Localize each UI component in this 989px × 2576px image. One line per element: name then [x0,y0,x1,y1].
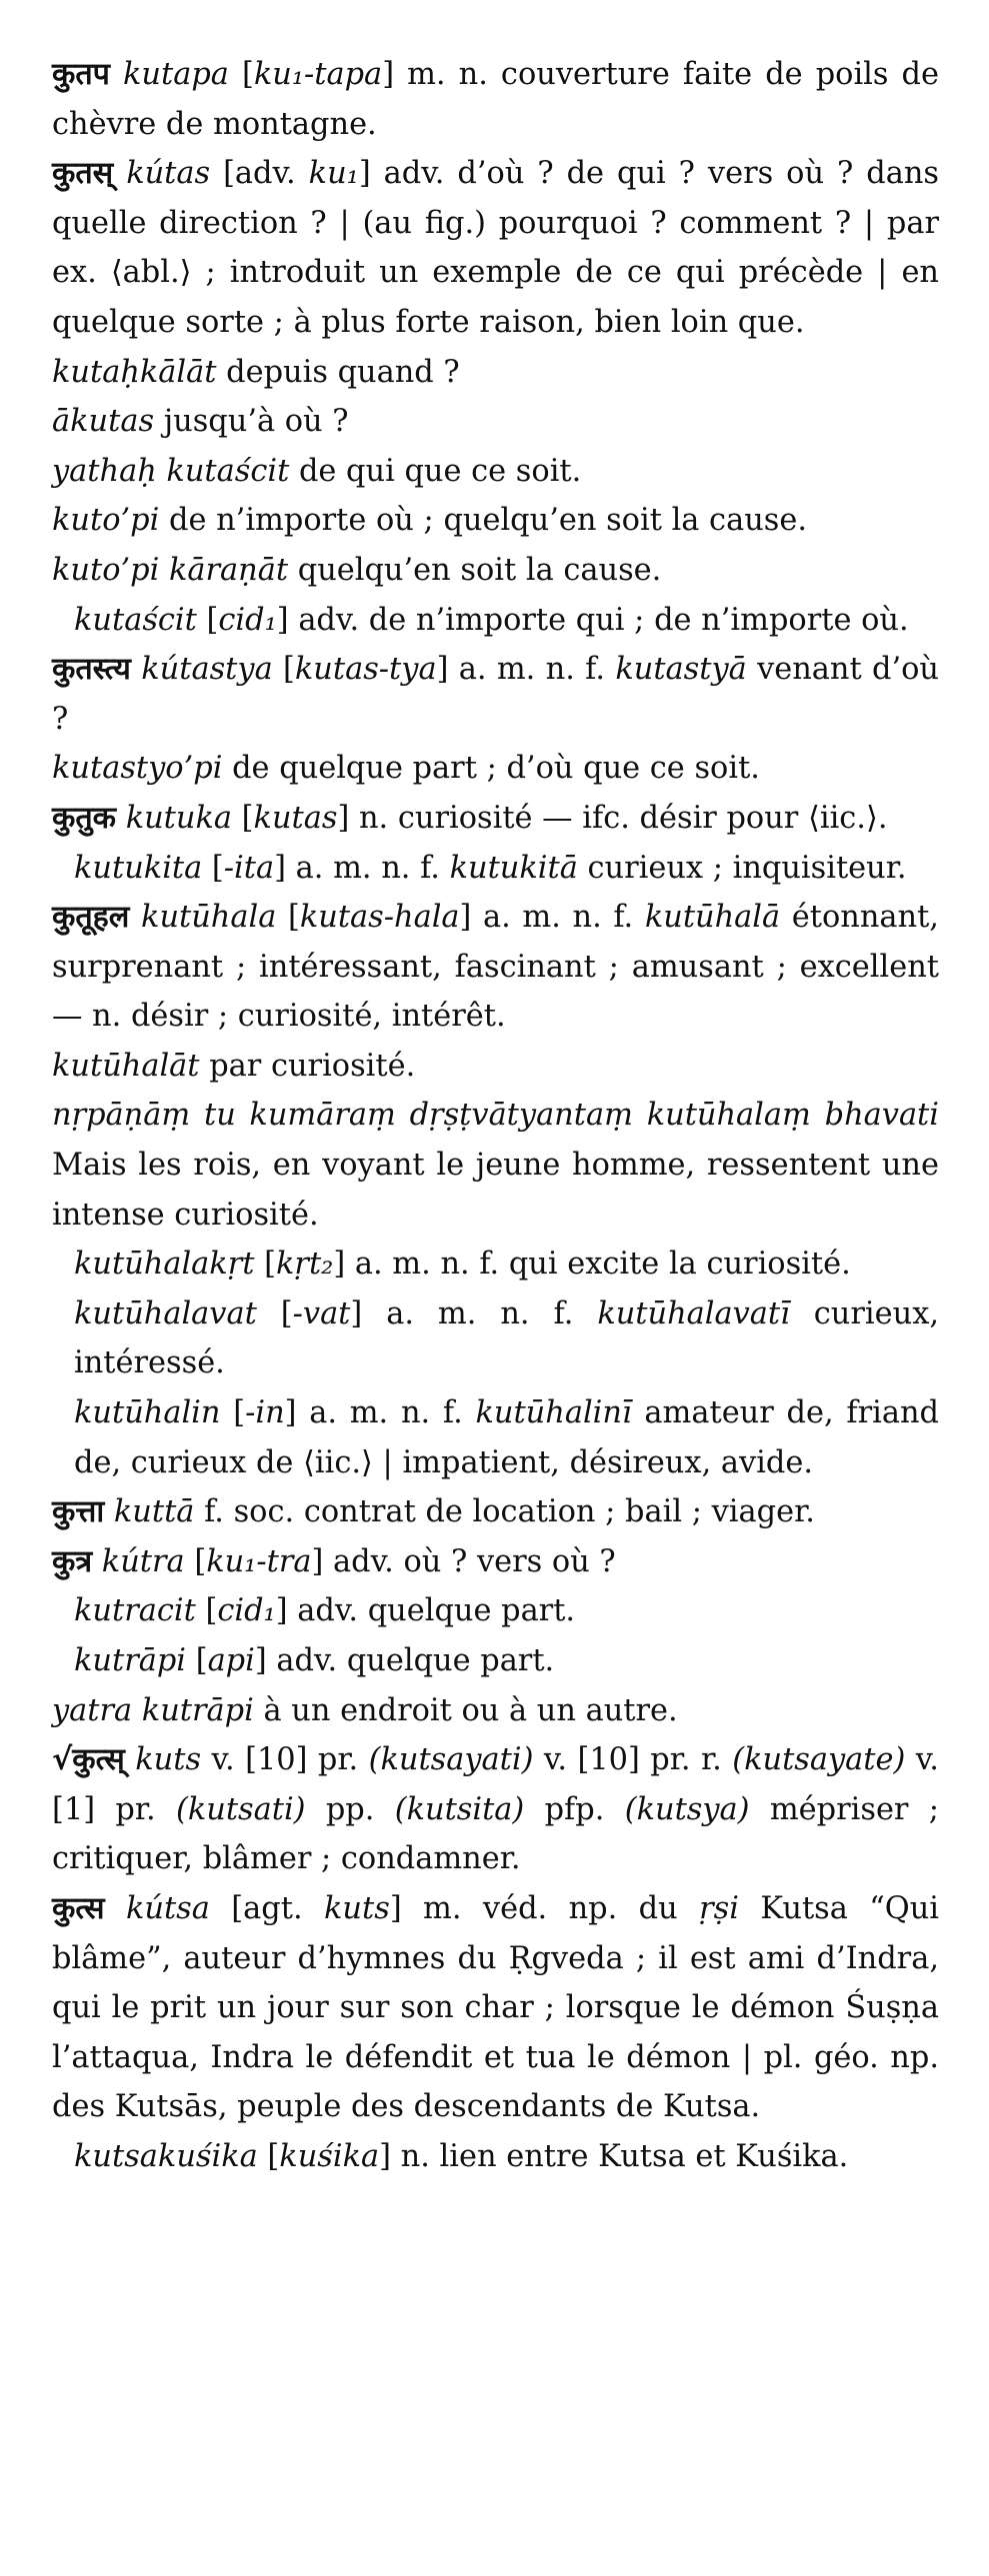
entry-text: ] a. m. n. f. [436,652,616,688]
headword-devanagari: कुतस् [52,156,114,192]
dictionary-entry [52,1091,939,1240]
entry-text: étonnant, surprenant ; intéressant, fascinant ; amusant ; excellent — n. désir ; curiosité, intérêt. [52,900,939,1035]
italic-term: kuśika [279,2138,380,2174]
entry-text: [ [276,900,300,936]
dictionary-entry [52,1042,939,1092]
headword-devanagari: कुतस्त्य [52,652,131,688]
entry-text: v. [1] pr. [52,1742,939,1827]
italic-term: kuttā [113,1494,195,1530]
entry-text [116,801,126,836]
dictionary-entry [52,645,939,744]
italic-term: ku₁-tapa [253,57,383,92]
italic-term: -in [245,1395,285,1431]
sub-entry [52,844,939,894]
entry-text: par curiosité. [199,1048,416,1084]
entry-text: [ [272,652,295,688]
entry-text: depuis quand ? [216,354,460,390]
entry-text: [ [232,800,254,836]
italic-term: kútsa [125,1890,210,1926]
dictionary-entry [52,1884,939,2132]
italic-term: kútastya [141,652,273,688]
entry-text: ] adv. quelque part. [275,1593,576,1629]
entry-text [125,1742,135,1777]
entry-text: [ [256,1295,293,1331]
dictionary-entry [52,1537,939,1587]
sub-entry [52,1586,939,1636]
entry-text [92,1544,102,1579]
entry-text: amateur de, friand de, curieux de ⟨iic.⟩ | impatient, désireux, avide. [74,1395,939,1480]
italic-term: kutukita [74,850,203,886]
italic-term: kuto’pi kāraṇāt [52,552,289,588]
italic-term: -ita [223,850,275,886]
sub-entry [52,1636,939,1686]
italic-term: ākutas [52,404,155,440]
dictionary-entry [52,794,939,844]
entry-text: [ [257,2138,280,2174]
italic-term: kutūhalā [644,900,781,936]
entry-text: de quelque part ; d’où que ce soit. [222,751,760,787]
entry-text: v. [10] pr. [201,1742,369,1778]
entry-text: ] a. m. n. f. [350,1295,598,1331]
italic-term: kutukitā [449,850,578,886]
sub-entry [52,596,939,646]
italic-term: kútra [101,1543,185,1579]
italic-term: yathaḥ kutaścit [52,453,290,489]
italic-term: (kutsati) [175,1791,306,1827]
dictionary-entry [52,893,939,1042]
italic-term: kutaḥkālāt [52,354,217,390]
italic-term: kutastyo’pi [52,751,223,787]
italic-term: ṛṣi [699,1890,739,1926]
headword-devanagari: कुतुक [52,800,117,836]
entry-text: [ [186,1643,208,1678]
entry-text: quelqu’en soit la cause. [288,552,662,588]
headword-devanagari: कुतप [52,57,110,92]
dictionary-entry [52,447,939,497]
entry-text: de qui que ce soit. [289,453,582,489]
italic-term: (kutsayate) [732,1742,906,1778]
entry-text: ] adv. où ? vers où ? [311,1543,616,1579]
italic-term: kuts [135,1742,202,1778]
italic-term: kutūhalin [74,1395,221,1431]
sub-entry [52,1388,939,1487]
headword-devanagari: कुतूहल [52,900,130,936]
entry-text: pp. [305,1791,395,1827]
entry-text: [ [195,1593,218,1629]
dictionary-entry [52,1487,939,1537]
entry-text: curieux, intéressé. [74,1295,939,1381]
italic-term: api [207,1643,255,1678]
entry-text: ] m. n. couverture faite de poils de chèvre de montagne. [52,57,939,142]
headword-devanagari: कुत्स [52,1890,105,1926]
entry-text: [ [220,1395,246,1431]
italic-term: yatra kutrāpi [52,1692,254,1728]
dictionary-entry [52,546,939,596]
italic-term: cid₁ [218,602,277,638]
entry-text: v. [10] pr. r. [533,1742,733,1778]
italic-term: nṛpāṇāṃ tu kumāraṃ dṛṣṭvātyantaṃ kutūhalaṃ bhavati [52,1098,939,1134]
entry-text [131,652,141,687]
dictionary-entry [52,397,939,447]
dictionary-entry [52,50,939,149]
italic-term: (kutsayati) [368,1742,534,1778]
entry-text: ] n. lien entre Kutsa et Kuśika. [379,2138,849,2174]
italic-term: kutapa [123,57,229,92]
entry-text: jusqu’à où ? [154,404,349,440]
entry-text: ] adv. de n’importe qui ; de n’importe où. [276,602,909,638]
entry-text: [ [228,57,254,92]
entry-text: [agt. [209,1890,324,1926]
entry-text: [ [254,1247,276,1283]
italic-term: kutaścit [74,602,197,638]
sub-entry [52,2132,939,2182]
italic-term: kṛt₂ [276,1247,334,1283]
italic-term: kutas-hala [299,900,460,936]
sub-entry [52,1240,939,1289]
italic-term: kutūhala [141,900,277,936]
italic-term: kutūhalāt [52,1048,200,1084]
headword-devanagari: कुत्ता [52,1494,105,1530]
dictionary-entry [52,1735,939,1884]
italic-term: kútas [126,156,211,192]
italic-term: (kutsya) [624,1791,750,1827]
entry-text: venant d’où ? [52,652,939,737]
italic-term: kutas-tya [294,652,437,688]
entry-text: [ [196,602,219,638]
entry-text: ] m. véd. np. du [389,1890,700,1926]
entry-text: f. soc. contrat de location ; bail ; viager. [194,1494,815,1530]
entry-text: ] n. curiosité — ifc. désir pour ⟨iic.⟩. [337,800,888,836]
dictionary-entry [52,149,939,347]
dictionary-entry [52,744,939,794]
italic-term: kutracit [74,1593,196,1629]
entry-text: ] adv. quelque part. [254,1643,555,1678]
dictionary-entry [52,348,939,398]
entry-text: curieux ; inquisiteur. [577,850,907,886]
italic-term: kutūhalakṛt [74,1247,255,1283]
entry-text: ] a. m. n. f. [274,850,450,886]
entry-text [110,57,123,92]
italic-term: -vat [292,1295,351,1331]
entry-text: de n’importe où ; quelqu’en soit la cause. [159,503,808,539]
entry-text: Kutsa “Qui blâme”, auteur d’hymnes du Ṛgveda ; il est ami d’Indra, qui le prit un jour sur son char ; lorsque le démon Śuṣṇa l’attaqua, Indra le défendit et tua le démon | pl. géo. np. des Kutsās, peuple des descendants de Kutsa. [52,1890,940,2125]
italic-term: ku₁ [308,156,359,192]
italic-term: kutastyā [615,652,747,688]
entry-text: mépriser ; critiquer, blâmer ; condamner. [52,1791,939,1877]
italic-term: kutas [253,800,338,836]
italic-term: kuts [324,1890,390,1926]
dictionary-entry [52,496,939,546]
sub-entry [52,1289,939,1388]
italic-term: kutrāpi [74,1643,187,1678]
italic-term: kutūhalavatī [597,1295,790,1331]
entry-text: [ [184,1543,207,1579]
dictionary-entry [52,1686,939,1736]
entry-text: ] a. m. n. f. [284,1395,476,1431]
entry-text [105,1891,126,1926]
entry-text: ] adv. d’où ? de qui ? vers où ? dans quelle direction ? | (au fig.) pourquoi ? comment ? | par ex. ⟨abl.⟩ ; introduit un exemple de ce qui précède | en quelque sorte ; à plus forte raison, bien loin que. [52,156,939,340]
entry-text: à un endroit ou à un autre. [253,1692,678,1728]
entry-text: Mais les rois, en voyant le jeune homme, ressentent une intense curiosité. [52,1148,939,1233]
italic-term: ku₁-tra [206,1543,312,1579]
entry-text: ] a. m. n. f. [459,900,645,936]
entry-text [113,156,126,191]
italic-term: kutsakuśika [74,2138,258,2174]
entry-text: [ [202,850,224,886]
italic-term: kuto’pi [52,503,160,539]
entry-text: pfp. [524,1791,625,1827]
italic-term: kutuka [125,800,232,836]
italic-term: (kutsita) [394,1791,525,1827]
italic-term: kutūhalinī [475,1395,632,1431]
headword-devanagari: √कुत्स् [52,1742,125,1778]
italic-term: cid₁ [217,1593,276,1629]
entry-text [104,1494,114,1529]
entry-text: ] a. m. n. f. qui excite la curiosité. [333,1247,851,1283]
headword-devanagari: कुत्र [52,1543,93,1579]
entry-text: [adv. [210,156,309,192]
entry-text [129,900,141,935]
italic-term: kutūhalavat [74,1295,257,1331]
